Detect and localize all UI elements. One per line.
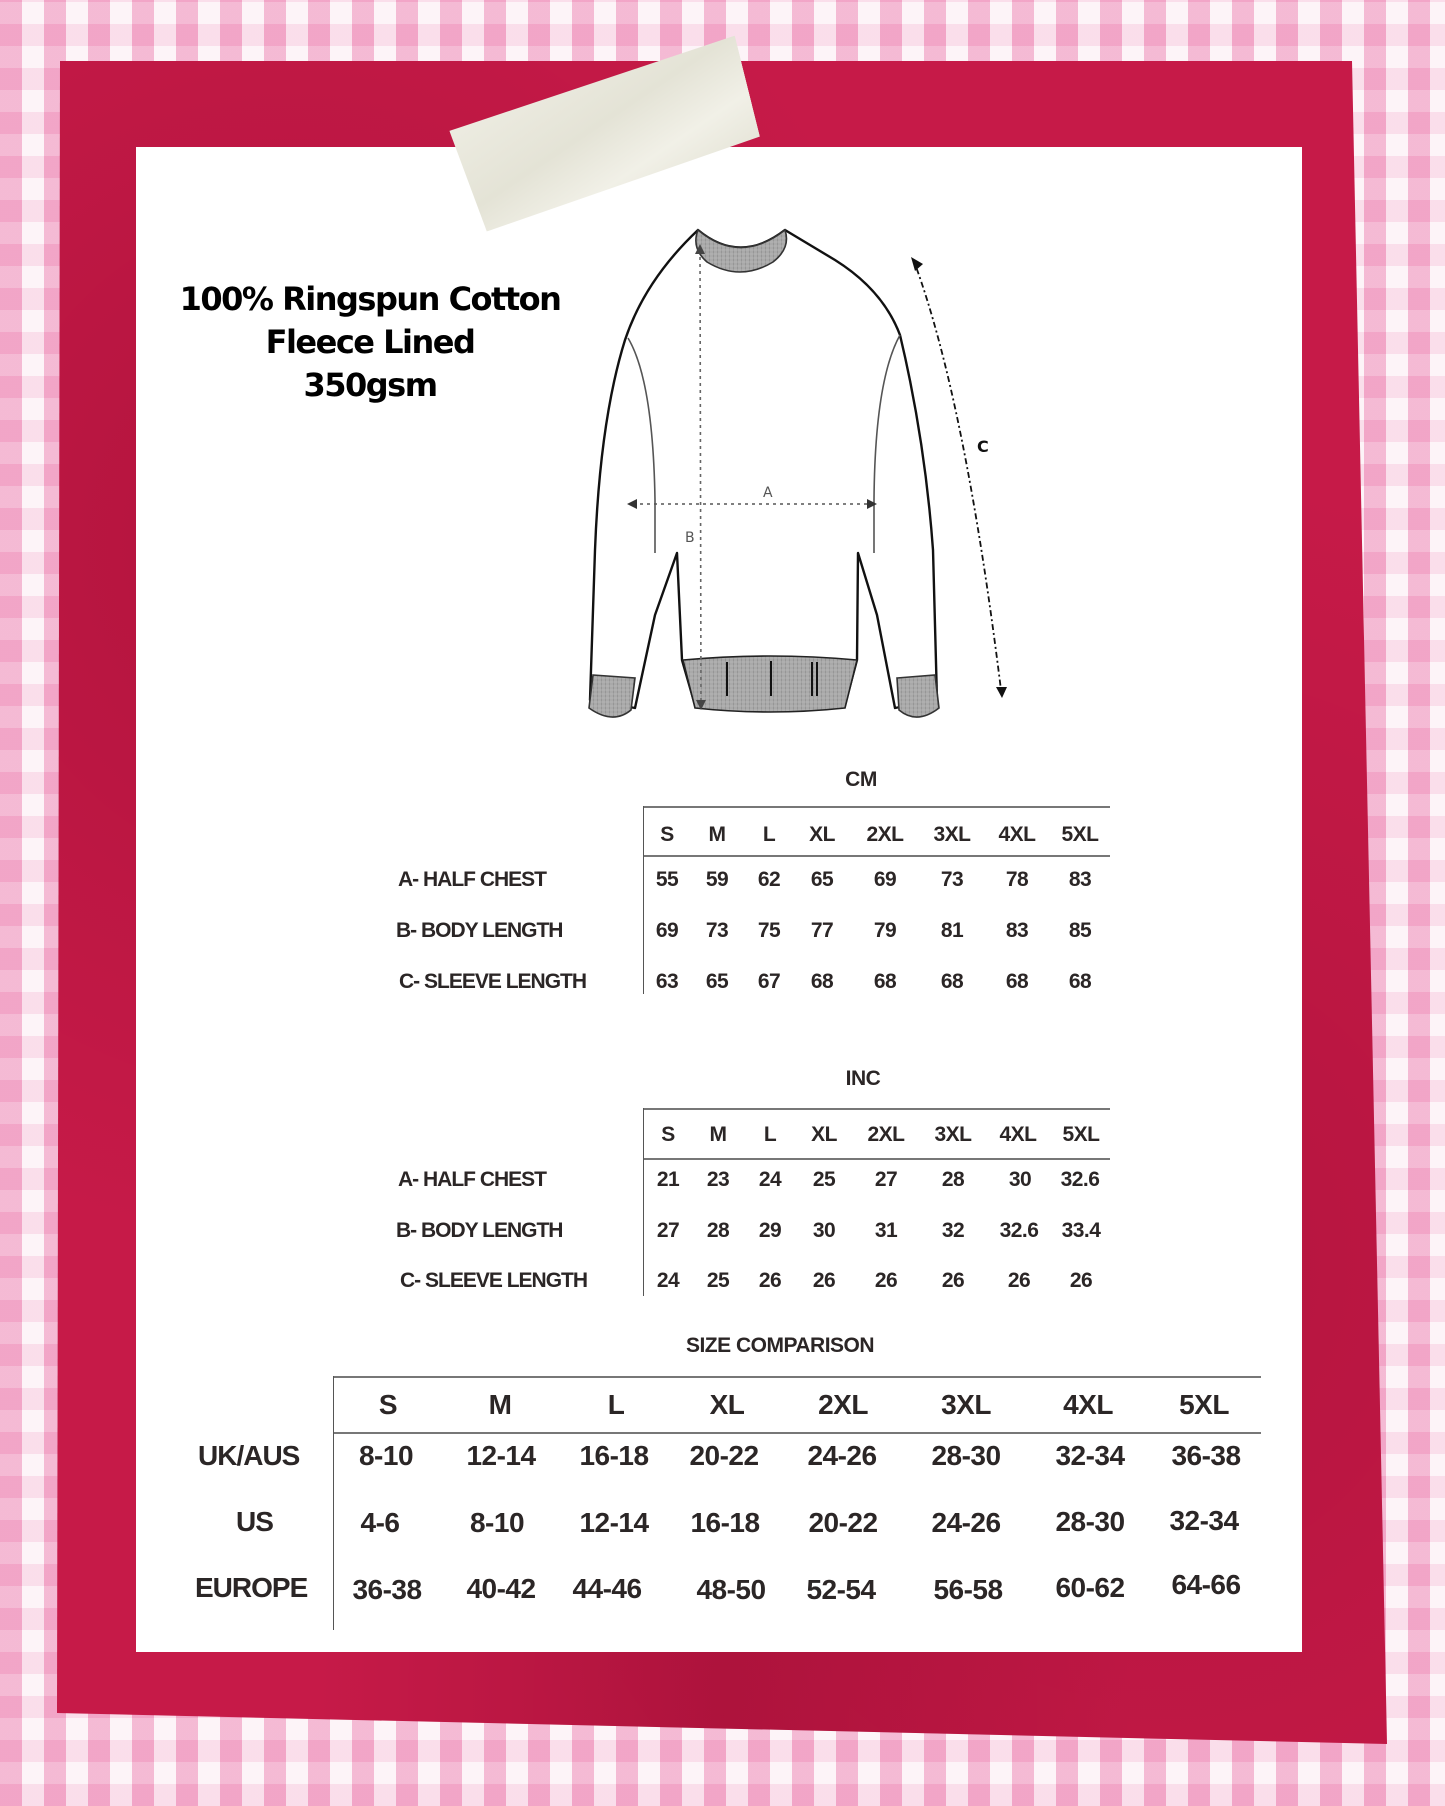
table-cell: 4-6 [360, 1507, 400, 1538]
table-cell: 27 [874, 1168, 898, 1191]
table-cell: 16-18 [579, 1440, 649, 1471]
size-header: S [660, 823, 674, 846]
table-cell: 8-10 [358, 1440, 414, 1471]
fabric-line-1: 100% Ringspun Cotton [179, 280, 561, 318]
table-cell: 83 [1005, 919, 1029, 942]
table-cell: 24-26 [931, 1507, 1001, 1538]
table-cell: 16-18 [690, 1507, 760, 1538]
size-header: L [607, 1389, 625, 1420]
size-header: XL [809, 823, 835, 846]
table-cell: 12-14 [579, 1507, 649, 1538]
cm-table-title: CM [845, 768, 877, 791]
table-cell: 24 [758, 1168, 782, 1191]
table-cell: 26 [812, 1269, 836, 1292]
table-cell: 21 [656, 1168, 680, 1191]
table-cell: 79 [873, 919, 897, 942]
size-header: S [661, 1123, 675, 1146]
table-cell: 48-50 [696, 1574, 766, 1605]
size-header: L [762, 823, 776, 846]
table-cell: 33.4 [1061, 1219, 1101, 1242]
table-cell: 32.6 [1060, 1168, 1100, 1191]
table-cell: 31 [874, 1219, 898, 1242]
row-label: C- SLEEVE LENGTH [399, 970, 587, 993]
table-cell: 60-62 [1055, 1572, 1125, 1603]
size-header: 5XL [1179, 1389, 1229, 1420]
size-header: S [378, 1389, 398, 1420]
row-label: C- SLEEVE LENGTH [400, 1269, 588, 1292]
table-cell: 36-38 [1171, 1440, 1241, 1471]
table-cell: 25 [812, 1168, 836, 1191]
table-cell: 56-58 [933, 1574, 1003, 1605]
table-cell: 68 [873, 970, 897, 993]
table-cell: 73 [940, 868, 964, 891]
row-label: A- HALF CHEST [398, 868, 546, 891]
table-cell: 32-34 [1169, 1505, 1239, 1536]
size-header: 2XL [866, 823, 904, 846]
size-header: 3XL [933, 823, 971, 846]
table-cell: 20-22 [689, 1440, 759, 1471]
table-rule [644, 1108, 1110, 1110]
table-rule [334, 1432, 1261, 1434]
table-cell: 55 [655, 868, 679, 891]
table-cell: 44-46 [572, 1573, 642, 1604]
size-comparison-table [150, 1376, 1260, 1636]
size-comparison-title: SIZE COMPARISON [685, 1334, 875, 1357]
table-cell: 28 [706, 1219, 730, 1242]
table-cell: 85 [1068, 919, 1092, 942]
table-cell: 73 [705, 919, 729, 942]
table-rule [644, 1158, 1110, 1160]
table-cell: 26 [874, 1269, 898, 1292]
table-cell: 68 [940, 970, 964, 993]
table-cell: 59 [705, 868, 729, 891]
table-cell: 81 [940, 919, 964, 942]
cm-measurement-table [380, 806, 1110, 996]
table-cell: 63 [655, 970, 679, 993]
size-header: M [709, 1123, 727, 1146]
table-cell: 26 [1069, 1269, 1093, 1292]
table-cell: 65 [705, 970, 729, 993]
size-header: M [708, 823, 726, 846]
table-cell: 29 [758, 1219, 782, 1242]
size-header: 5XL [1061, 823, 1099, 846]
table-cell: 12-14 [466, 1440, 536, 1471]
table-cell: 26 [941, 1269, 965, 1292]
inc-table-title: INC [845, 1067, 881, 1090]
table-cell: 78 [1005, 868, 1029, 891]
table-cell: 83 [1068, 868, 1092, 891]
table-cell: 24 [656, 1269, 680, 1292]
table-cell: 62 [757, 868, 781, 891]
fabric-line-2: Fleece Lined [265, 323, 475, 361]
table-cell: 77 [810, 919, 834, 942]
table-rule [644, 855, 1110, 857]
table-cell: 28-30 [1055, 1506, 1125, 1537]
table-cell: 25 [706, 1269, 730, 1292]
size-header: M [488, 1389, 512, 1420]
row-label: B- BODY LENGTH [396, 919, 563, 942]
table-cell: 52-54 [806, 1574, 876, 1605]
size-header: 3XL [941, 1389, 991, 1420]
size-header: 4XL [1063, 1389, 1113, 1420]
row-label: B- BODY LENGTH [396, 1219, 563, 1242]
row-label: A- HALF CHEST [398, 1168, 546, 1191]
table-cell: 68 [1068, 970, 1092, 993]
size-header: 3XL [934, 1123, 972, 1146]
svg-text:A: A [763, 485, 773, 501]
size-header: 4XL [998, 823, 1036, 846]
table-cell: 32 [941, 1219, 965, 1242]
table-cell: 26 [1007, 1269, 1031, 1292]
table-cell: 20-22 [808, 1507, 878, 1538]
size-header: L [763, 1123, 777, 1146]
table-rule [644, 806, 1110, 808]
table-cell: 69 [873, 868, 897, 891]
sweatshirt-diagram-icon [505, 220, 1025, 765]
table-cell: 67 [757, 970, 781, 993]
table-cell: 23 [706, 1168, 730, 1191]
table-cell: 26 [758, 1269, 782, 1292]
table-cell: 28-30 [931, 1440, 1001, 1471]
row-label: UK/AUS [198, 1440, 300, 1471]
table-cell: 68 [1005, 970, 1029, 993]
table-divider [643, 1108, 644, 1296]
row-label: EUROPE [195, 1572, 308, 1603]
size-header: 5XL [1062, 1123, 1100, 1146]
size-header: 4XL [999, 1123, 1037, 1146]
table-cell: 65 [810, 868, 834, 891]
table-cell: 64-66 [1171, 1569, 1241, 1600]
table-cell: 40-42 [466, 1573, 536, 1604]
table-cell: 75 [757, 919, 781, 942]
table-cell: 32-34 [1055, 1440, 1125, 1471]
table-cell: 68 [810, 970, 834, 993]
fabric-line-3: 350gsm [303, 366, 437, 404]
table-cell: 36-38 [352, 1574, 422, 1605]
table-cell: 8-10 [469, 1507, 525, 1538]
svg-text:C: C [977, 437, 989, 456]
table-cell: 32.6 [999, 1219, 1039, 1242]
table-cell: 30 [1008, 1168, 1032, 1191]
table-cell: 24-26 [807, 1440, 877, 1471]
row-label: US [236, 1506, 273, 1537]
table-cell: 69 [655, 919, 679, 942]
inch-measurement-table [380, 1108, 1110, 1298]
table-cell: 28 [941, 1168, 965, 1191]
svg-text:B: B [685, 530, 695, 546]
size-header: 2XL [818, 1389, 868, 1420]
table-cell: 30 [812, 1219, 836, 1242]
size-header: XL [709, 1389, 745, 1420]
size-header: XL [811, 1123, 837, 1146]
size-header: 2XL [867, 1123, 905, 1146]
table-cell: 27 [656, 1219, 680, 1242]
table-rule [334, 1376, 1261, 1378]
table-divider [643, 806, 644, 994]
